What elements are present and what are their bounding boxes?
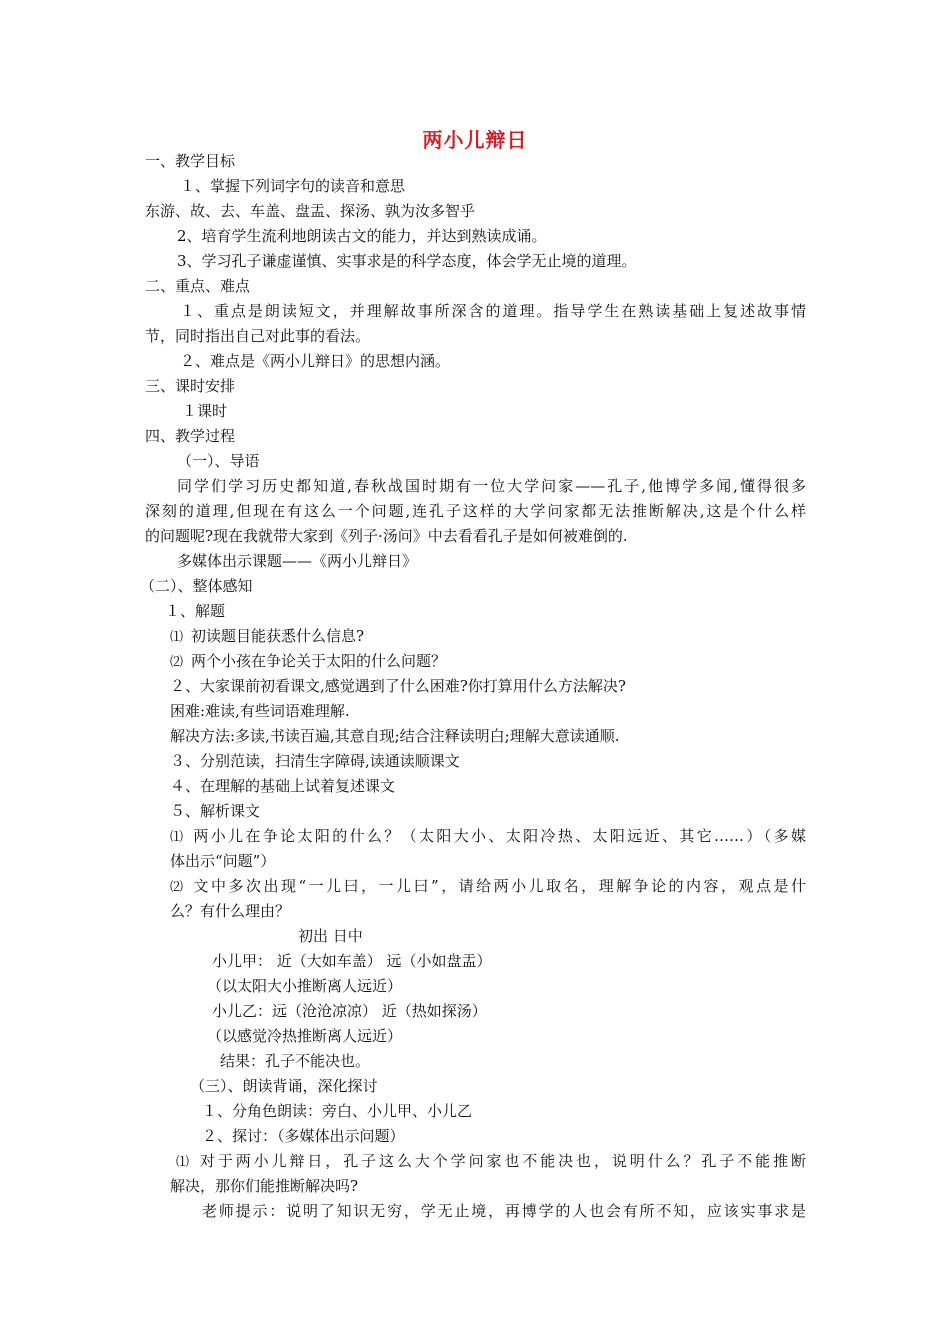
conclusion: 结果：孔子不能决也。: [220, 1052, 371, 1070]
subsection-intro: （一）、导语: [177, 452, 260, 470]
discussion-question-text: 对于两小儿辩日，孔子这么大个学问家也不能决也，说明什么？孔子不能推断: [199, 1152, 806, 1170]
step-5: ５、解析课文: [170, 802, 261, 820]
child-b-reason: （以感觉冷热推断离人远近）: [207, 1027, 403, 1045]
vocabulary-list: 东游、故、去、车盖、盘盂、探汤、孰为汝多智乎: [145, 202, 476, 220]
objective-2: 2、培育学生流利地朗读古文的能力，并达到熟读成诵。: [177, 227, 547, 245]
difficult-point: ２、难点是《两小儿辩日》的思想内涵。: [180, 352, 451, 370]
step-2: ２、大家课前初看课文,感觉遇到了什么困难?你打算用什么方法解决?: [170, 677, 626, 695]
time-header: 初出 日中: [298, 927, 363, 945]
intro-paragraph-line-3: 的问题呢?现在我就带大家到《列子·汤问》中去看看孔子是如何被难倒的.: [145, 527, 628, 545]
reading-step-1: １、分角色朗读：旁白、小儿甲、小儿乙: [202, 1102, 473, 1120]
document-title: 两小儿辩日: [422, 128, 528, 152]
analysis-question-1-cont: 体出示“问题”）: [170, 852, 276, 870]
objective-1: １、掌握下列词字句的读音和意思: [180, 177, 406, 195]
discussion-question: [176, 1151, 806, 1173]
analysis-question-2: [170, 876, 806, 898]
question-2-text: 两个小孩在争论关于太阳的什么问题？: [191, 652, 447, 670]
child-a-reason: （以太阳大小推断离人远近）: [207, 977, 403, 995]
section-heading-objectives: 一、教学目标: [145, 152, 236, 170]
difficulty: 困难:难读,有些词语难理解.: [170, 702, 350, 720]
question-2: [170, 651, 446, 673]
subsection-overall: （二）、整体感知: [140, 577, 253, 595]
child-a-view: 小儿甲： 近（大如车盖） 远（小如盘盂）: [212, 952, 492, 970]
question-1: [170, 626, 364, 648]
list-marker: ⑴: [176, 1155, 192, 1170]
step-3: ３、分别范读，扫清生字障碍,读通读顺课文: [170, 752, 460, 770]
section-heading-key-points: 二、重点、难点: [145, 277, 251, 295]
step-1-heading: １、解题: [165, 602, 226, 620]
intro-paragraph-line-1: 同学们学习历史都知道,春秋战国时期有一位大学问家——孔子,他博学多闻,懂得很多: [177, 477, 806, 495]
subsection-reading: （三）、朗读背诵，深化探讨: [190, 1077, 378, 1095]
section-heading-process: 四、教学过程: [145, 427, 236, 445]
list-marker: ⑵: [170, 880, 186, 895]
section-heading-schedule: 三、课时安排: [145, 377, 236, 395]
solution: 解决方法:多读,书读百遍,其意自现;结合注释读明白;理解大意读通顺.: [170, 727, 620, 745]
step-4: ４、在理解的基础上试着复述课文: [170, 777, 396, 795]
teacher-hint: 老师提示：说明了知识无穷，学无止境，再博学的人也会有所不知，应该实事求是: [202, 1202, 806, 1220]
list-marker: ⑵: [170, 655, 184, 670]
analysis-question-2-text: 文中多次出现“一儿曰，一儿曰”，请给两小儿取名，理解争论的内容，观点是什: [193, 877, 806, 895]
discussion-question-cont: 解决，那你们能推断解决吗?: [170, 1177, 359, 1195]
list-marker: ⑴: [170, 630, 184, 645]
key-point-1: １、重点是朗读短文，并理解故事所深含的道理。指导学生在熟读基础上复述故事情: [180, 302, 806, 320]
schedule-text: １课时: [182, 402, 228, 420]
key-point-1-cont: 节，同时指出自己对此事的看法。: [145, 327, 371, 345]
child-b-view: 小儿乙：远（沧沧凉凉） 近（热如探汤）: [212, 1002, 487, 1020]
question-1-text: 初读题目能获悉什么信息?: [191, 627, 365, 645]
analysis-question-2-cont: 么？有什么理由？: [170, 902, 291, 920]
list-marker: ⑴: [170, 830, 186, 845]
analysis-question-1-text: 两小儿在争论太阳的什么？（太阳大小、太阳冷热、太阳远近、其它……）（多媒: [193, 827, 806, 845]
multimedia-title: 多媒体出示课题——《两小儿辩日》: [177, 552, 418, 570]
analysis-question-1: [170, 826, 806, 848]
intro-paragraph-line-2: 深刻的道理,但现在有这么一个问题,连孔子这样的大学问家都无法推断解决,这是个什么样: [145, 502, 806, 520]
reading-step-2: ２、探讨：（多媒体出示问题）: [202, 1127, 405, 1145]
objective-3: 3、学习孔子谦虚谨慎、实事求是的科学态度，体会学无止境的道理。: [177, 252, 637, 270]
